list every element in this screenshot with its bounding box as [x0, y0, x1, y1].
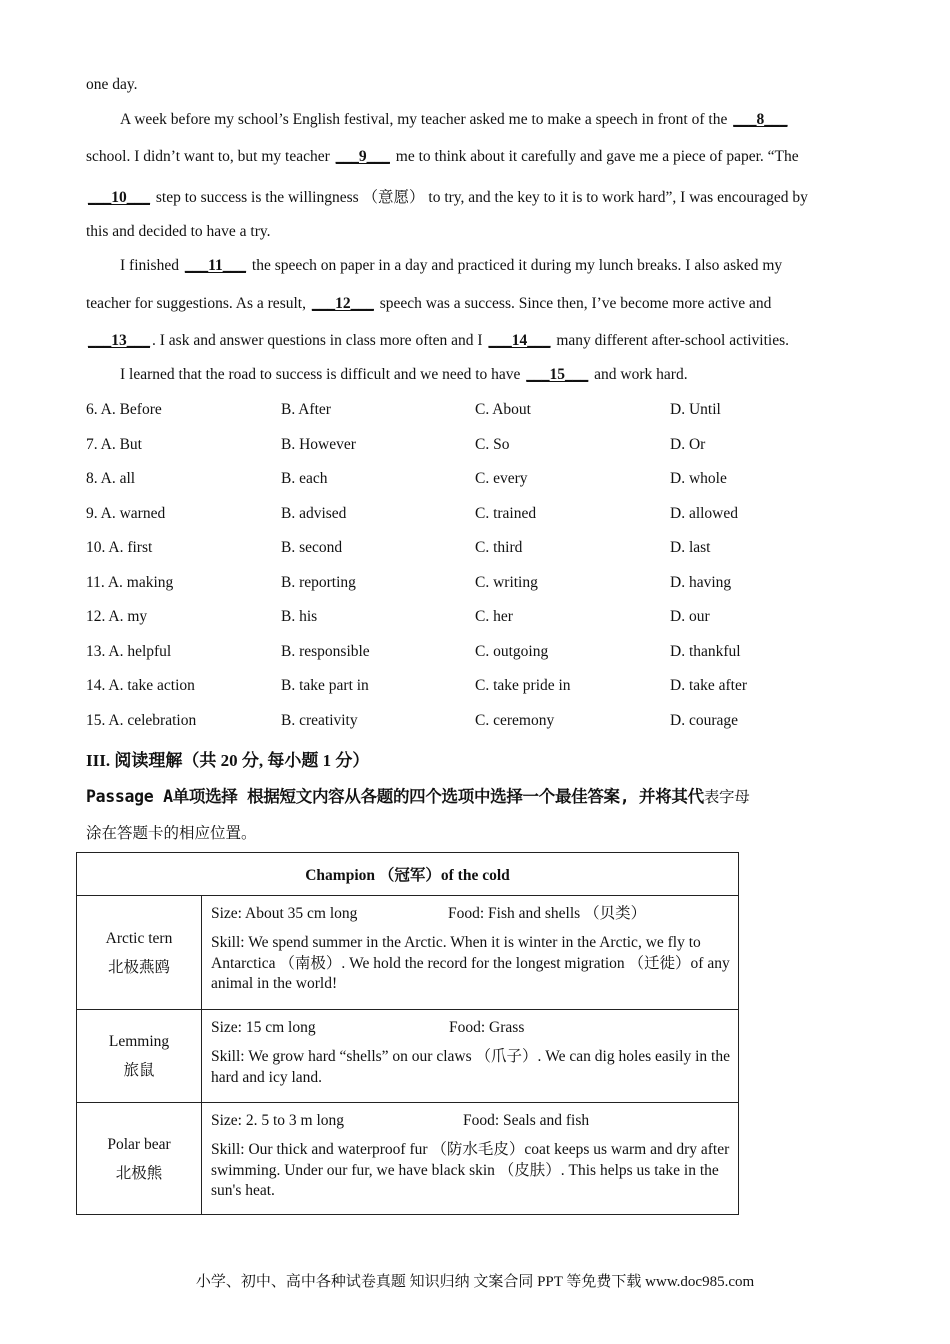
table-row	[77, 896, 739, 1010]
passage-line: ___13___ . I ask and answer questions in class more often and I ___14___ many different after-school activities.	[88, 332, 790, 349]
animal-name: Lemming 旅鼠	[77, 1010, 202, 1103]
table-row	[77, 1103, 739, 1215]
passage-line: ___10___ step to success is the willingness （意愿） to try, and the key to it is to work hard”, I was encouraged by	[88, 189, 808, 206]
passage-line: I finished ___11___ the speech on paper in a day and practiced it during my lunch breaks. I also asked my	[120, 257, 783, 274]
blank-9: ___9___	[335, 148, 390, 165]
option-row: 10. A. first B. second C. third D. last	[86, 539, 711, 556]
animal-info: Size: About 35 cm long Food: Fish and shells （贝类） Skill: We spend summer in the Arctic. When it is winter in the Arctic, we fly to Antarctica （南极）. We hold the record for the longest migration （迁徙）of any animal in the world!	[202, 896, 739, 1010]
option-row: 12. A. my B. his C. her D. our	[86, 608, 710, 625]
animal-info: Size: 2. 5 to 3 m long Food: Seals and fish Skill: Our thick and waterproof fur （防水毛皮）coat keeps us warm and dry after swimming. Under our fur, we have black skin （皮肤）. This helps us take in the sun's heat.	[202, 1103, 739, 1215]
option-row: 9. A. warned B. advised C. trained D. allowed	[86, 505, 739, 522]
option-row: 8. A. all B. each C. every D. whole	[86, 470, 727, 487]
passage-line: I learned that the road to success is difficult and we need to have ___15___ and work hard.	[120, 366, 688, 383]
blank-12: ___12___	[311, 295, 374, 312]
blank-15: ___15___	[526, 366, 589, 383]
option-row: 15. A. celebration B. creativity C. ceremony D. courage	[86, 712, 738, 729]
passage-line: teacher for suggestions. As a result, ___12___ speech was a success. Since then, I’ve become more active and	[86, 295, 772, 312]
passage-line: one day.	[86, 76, 138, 93]
option-row: 13. A. helpful B. responsible C. outgoing D. thankful	[86, 643, 741, 660]
option-row: 11. A. making B. reporting C. writing D. having	[86, 574, 732, 591]
blank-10: ___10___	[88, 189, 150, 206]
animal-name: Arctic tern 北极燕鸥	[77, 896, 202, 1010]
option-row: 14. A. take action B. take part in C. take pride in D. take after	[86, 677, 748, 694]
champion-table	[76, 852, 739, 1215]
passage-line: A week before my school’s English festival, my teacher asked me to make a speech in front of the ___8___	[120, 111, 788, 128]
passage-a-instructions: Passage A单项选择 根据短文内容从各题的四个选项中选择一个最佳答案, 并将其代表字母	[86, 787, 750, 806]
table-title: Champion （冠军）of the cold	[77, 853, 739, 896]
passage-line: this and decided to have a try.	[86, 223, 271, 240]
page-footer: 小学、初中、高中各种试卷真题 知识归纳 文案合同 PPT 等免费下载 www.doc985.com	[195, 1274, 755, 1290]
blank-14: ___14___	[488, 332, 551, 349]
table-row	[77, 1010, 739, 1103]
animal-info: Size: 15 cm long Food: Grass Skill: We grow hard “shells” on our claws （爪子）. We can dig holes easily in the hard and icy land.	[202, 1010, 739, 1103]
option-row: 6. A. Before B. After C. About D. Until	[86, 401, 721, 418]
section-title: III. 阅读理解（共 20 分, 每小题 1 分）	[86, 751, 370, 770]
blank-8: ___8___	[733, 111, 788, 128]
blank-11: ___11___	[184, 257, 247, 274]
blank-13: ___13___	[88, 332, 150, 349]
option-row: 7. A. But B. However C. So D. Or	[86, 436, 706, 453]
passage-a-instructions-line2: 涂在答题卡的相应位置。	[86, 825, 257, 842]
passage-line: school. I didn’t want to, but my teacher ___9___ me to think about it carefully and gave me a piece of paper. “The	[86, 148, 799, 165]
animal-name: Polar bear 北极熊	[77, 1103, 202, 1215]
